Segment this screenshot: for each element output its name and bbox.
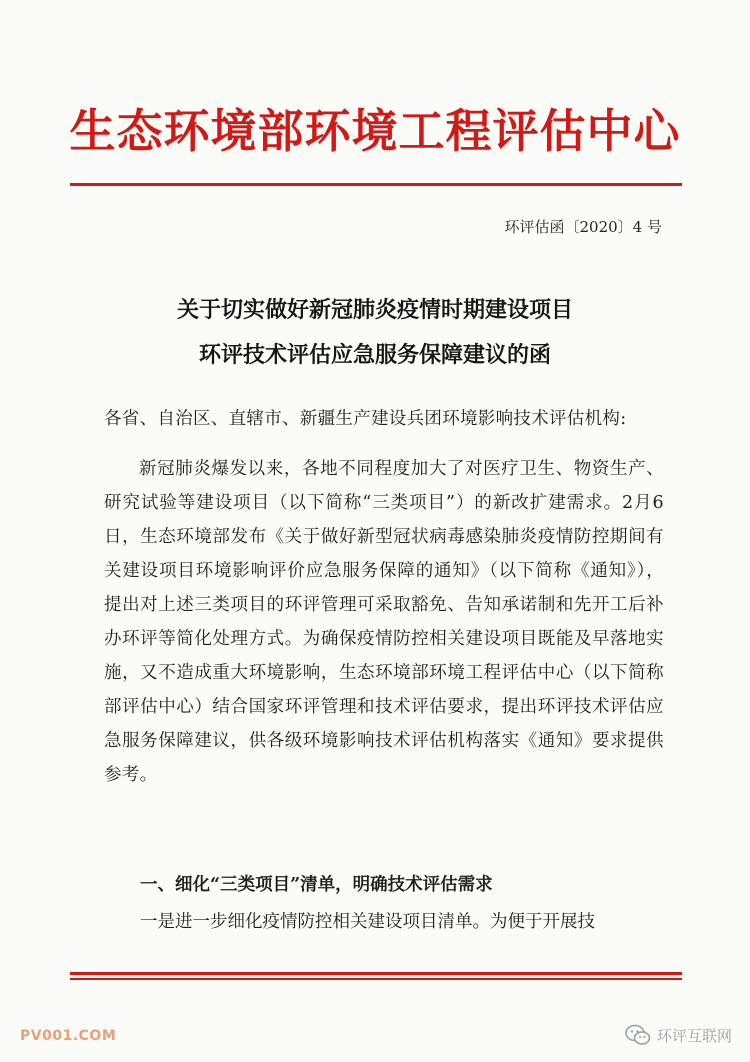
watermark-right	[625, 1024, 732, 1046]
document-title-line-2: 环评技术评估应急服务保障建议的函	[198, 342, 551, 368]
watermark-right-text: 环评互联网	[656, 1026, 732, 1045]
wechat-icon	[625, 1024, 651, 1046]
letterhead-red-rule	[70, 183, 682, 186]
watermark-left: PV001.COM	[20, 1028, 117, 1044]
salutation: 各省、自治区、直辖市、新疆生产建设兵团环境影响技术评估机构:	[104, 409, 627, 429]
organization-letterhead: 生态环境部环境工程评估中心	[69, 104, 681, 158]
body-paragraph	[104, 452, 664, 792]
section-first-line: 一是进一步细化疫情防控相关建设项目清单。为便于开展技	[140, 912, 595, 932]
document-number: 环评估函〔2020〕4 号	[504, 218, 662, 236]
document-title-line-1: 关于切实做好新冠肺炎疫情时期建设项目	[176, 297, 573, 323]
section-heading: 一、细化“三类项目”清单，明确技术评估需求	[140, 875, 493, 895]
footer-red-rule-thin	[70, 978, 682, 980]
footer-red-rule-thick	[70, 972, 682, 975]
body-paragraph-text: 新冠肺炎爆发以来，各地不同程度加大了对医疗卫生、物资生产、研究试验等建设项目（以下简称“三类项目”）的新改扩建需求。2月6日，生态环境部发布《关于做好新型冠状病毒感染肺炎疫情防控期间有关建设项目环境影响评价应急服务保障的通知》（以下简称《通知》），提出对上述三类项目的环评管理可采取豁免、告知承诺制和先开工后补办环评等简化处理方式。为确保疫情防控相关建设项目既能及早落地实施，又不造成重大环境影响，生态环境部环境工程评估中心（以下简称部评估中心）结合国家环评管理和技术评估要求，提出环评技术评估应急服务保障建议，供各级环境影响技术评估机构落实《通知》要求提供参考。	[104, 459, 664, 785]
